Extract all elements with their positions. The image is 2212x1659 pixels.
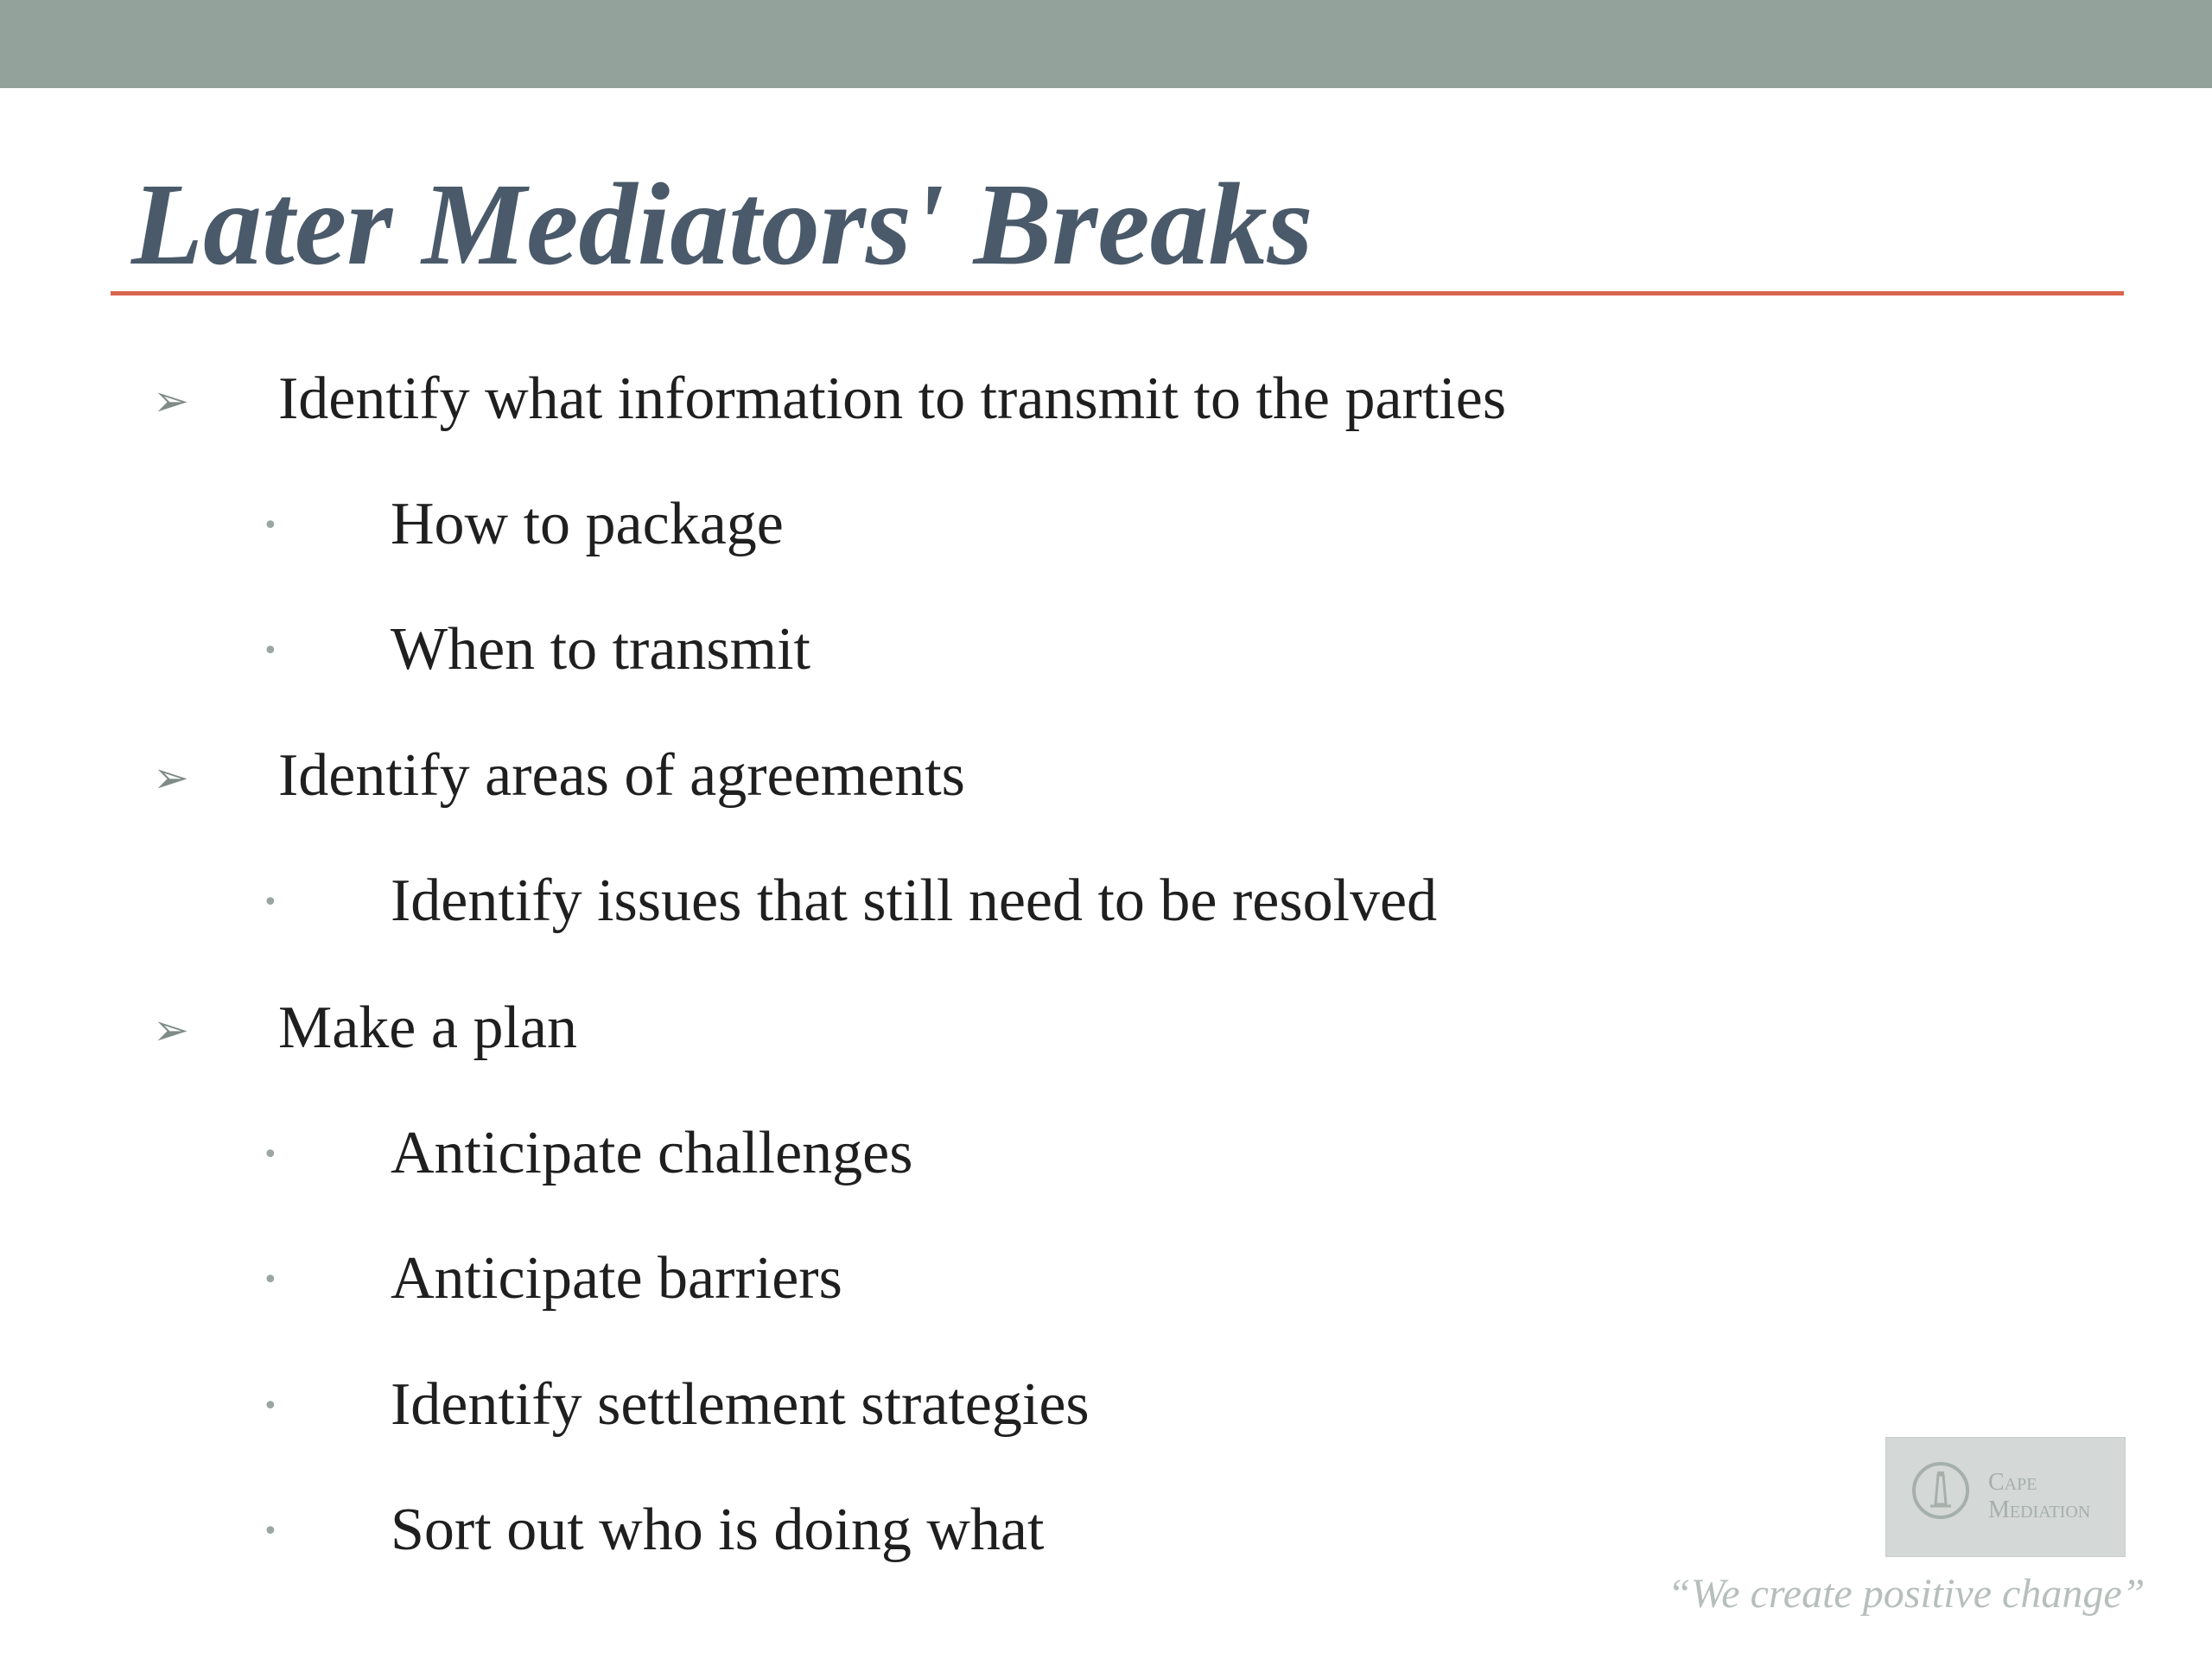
bullet-text: When to transmit	[391, 616, 811, 683]
bullet-text: How to package	[391, 491, 784, 557]
bullet-text: Identify what information to transmit to the parties	[278, 365, 1507, 432]
bullet-item	[153, 733, 965, 819]
slide-title: Later Mediators' Breaks	[131, 160, 1313, 289]
bullet-text: Identify settlement strategies	[391, 1371, 1090, 1438]
dot-bullet-icon: •	[263, 1140, 278, 1170]
sub-bullet-item	[263, 1110, 913, 1197]
tagline: “We create positive change”	[1668, 1571, 2145, 1617]
dot-bullet-icon: •	[263, 1391, 278, 1421]
bullet-text: Sort out who is doing what	[391, 1497, 1045, 1563]
title-divider	[111, 291, 2124, 296]
bullet-text: Anticipate barriers	[391, 1245, 842, 1312]
bullet-text: Identify issues that still need to be resolved	[391, 868, 1438, 934]
bullet-text: Identify areas of agreements	[278, 742, 965, 809]
dot-bullet-icon: •	[263, 511, 278, 541]
sub-bullet-item	[263, 481, 784, 568]
sub-bullet-item	[263, 1487, 1045, 1573]
top-band	[0, 0, 2212, 88]
dot-bullet-icon: •	[263, 636, 278, 666]
logo-line-1: Cape	[1988, 1469, 2037, 1496]
dot-bullet-icon: •	[263, 1265, 278, 1295]
bullet-item	[153, 356, 1507, 442]
sub-bullet-item	[263, 1236, 842, 1322]
dot-bullet-icon: •	[263, 1516, 278, 1547]
arrow-bullet-icon: ➢	[153, 376, 189, 426]
bullet-text: Anticipate challenges	[391, 1120, 913, 1186]
logo-line-2: Mediation	[1988, 1497, 2091, 1523]
dot-bullet-icon: •	[263, 887, 278, 918]
arrow-bullet-icon: ➢	[153, 1005, 189, 1055]
logo-wordmark	[1988, 1469, 2090, 1524]
company-logo	[1885, 1437, 2126, 1557]
bullet-item	[153, 985, 577, 1071]
bullet-text: Make a plan	[278, 995, 577, 1061]
sub-bullet-item	[263, 1362, 1090, 1448]
lighthouse-icon	[1912, 1462, 1969, 1519]
sub-bullet-item	[263, 607, 811, 693]
arrow-bullet-icon: ➢	[153, 753, 189, 803]
sub-bullet-item	[263, 858, 1438, 944]
